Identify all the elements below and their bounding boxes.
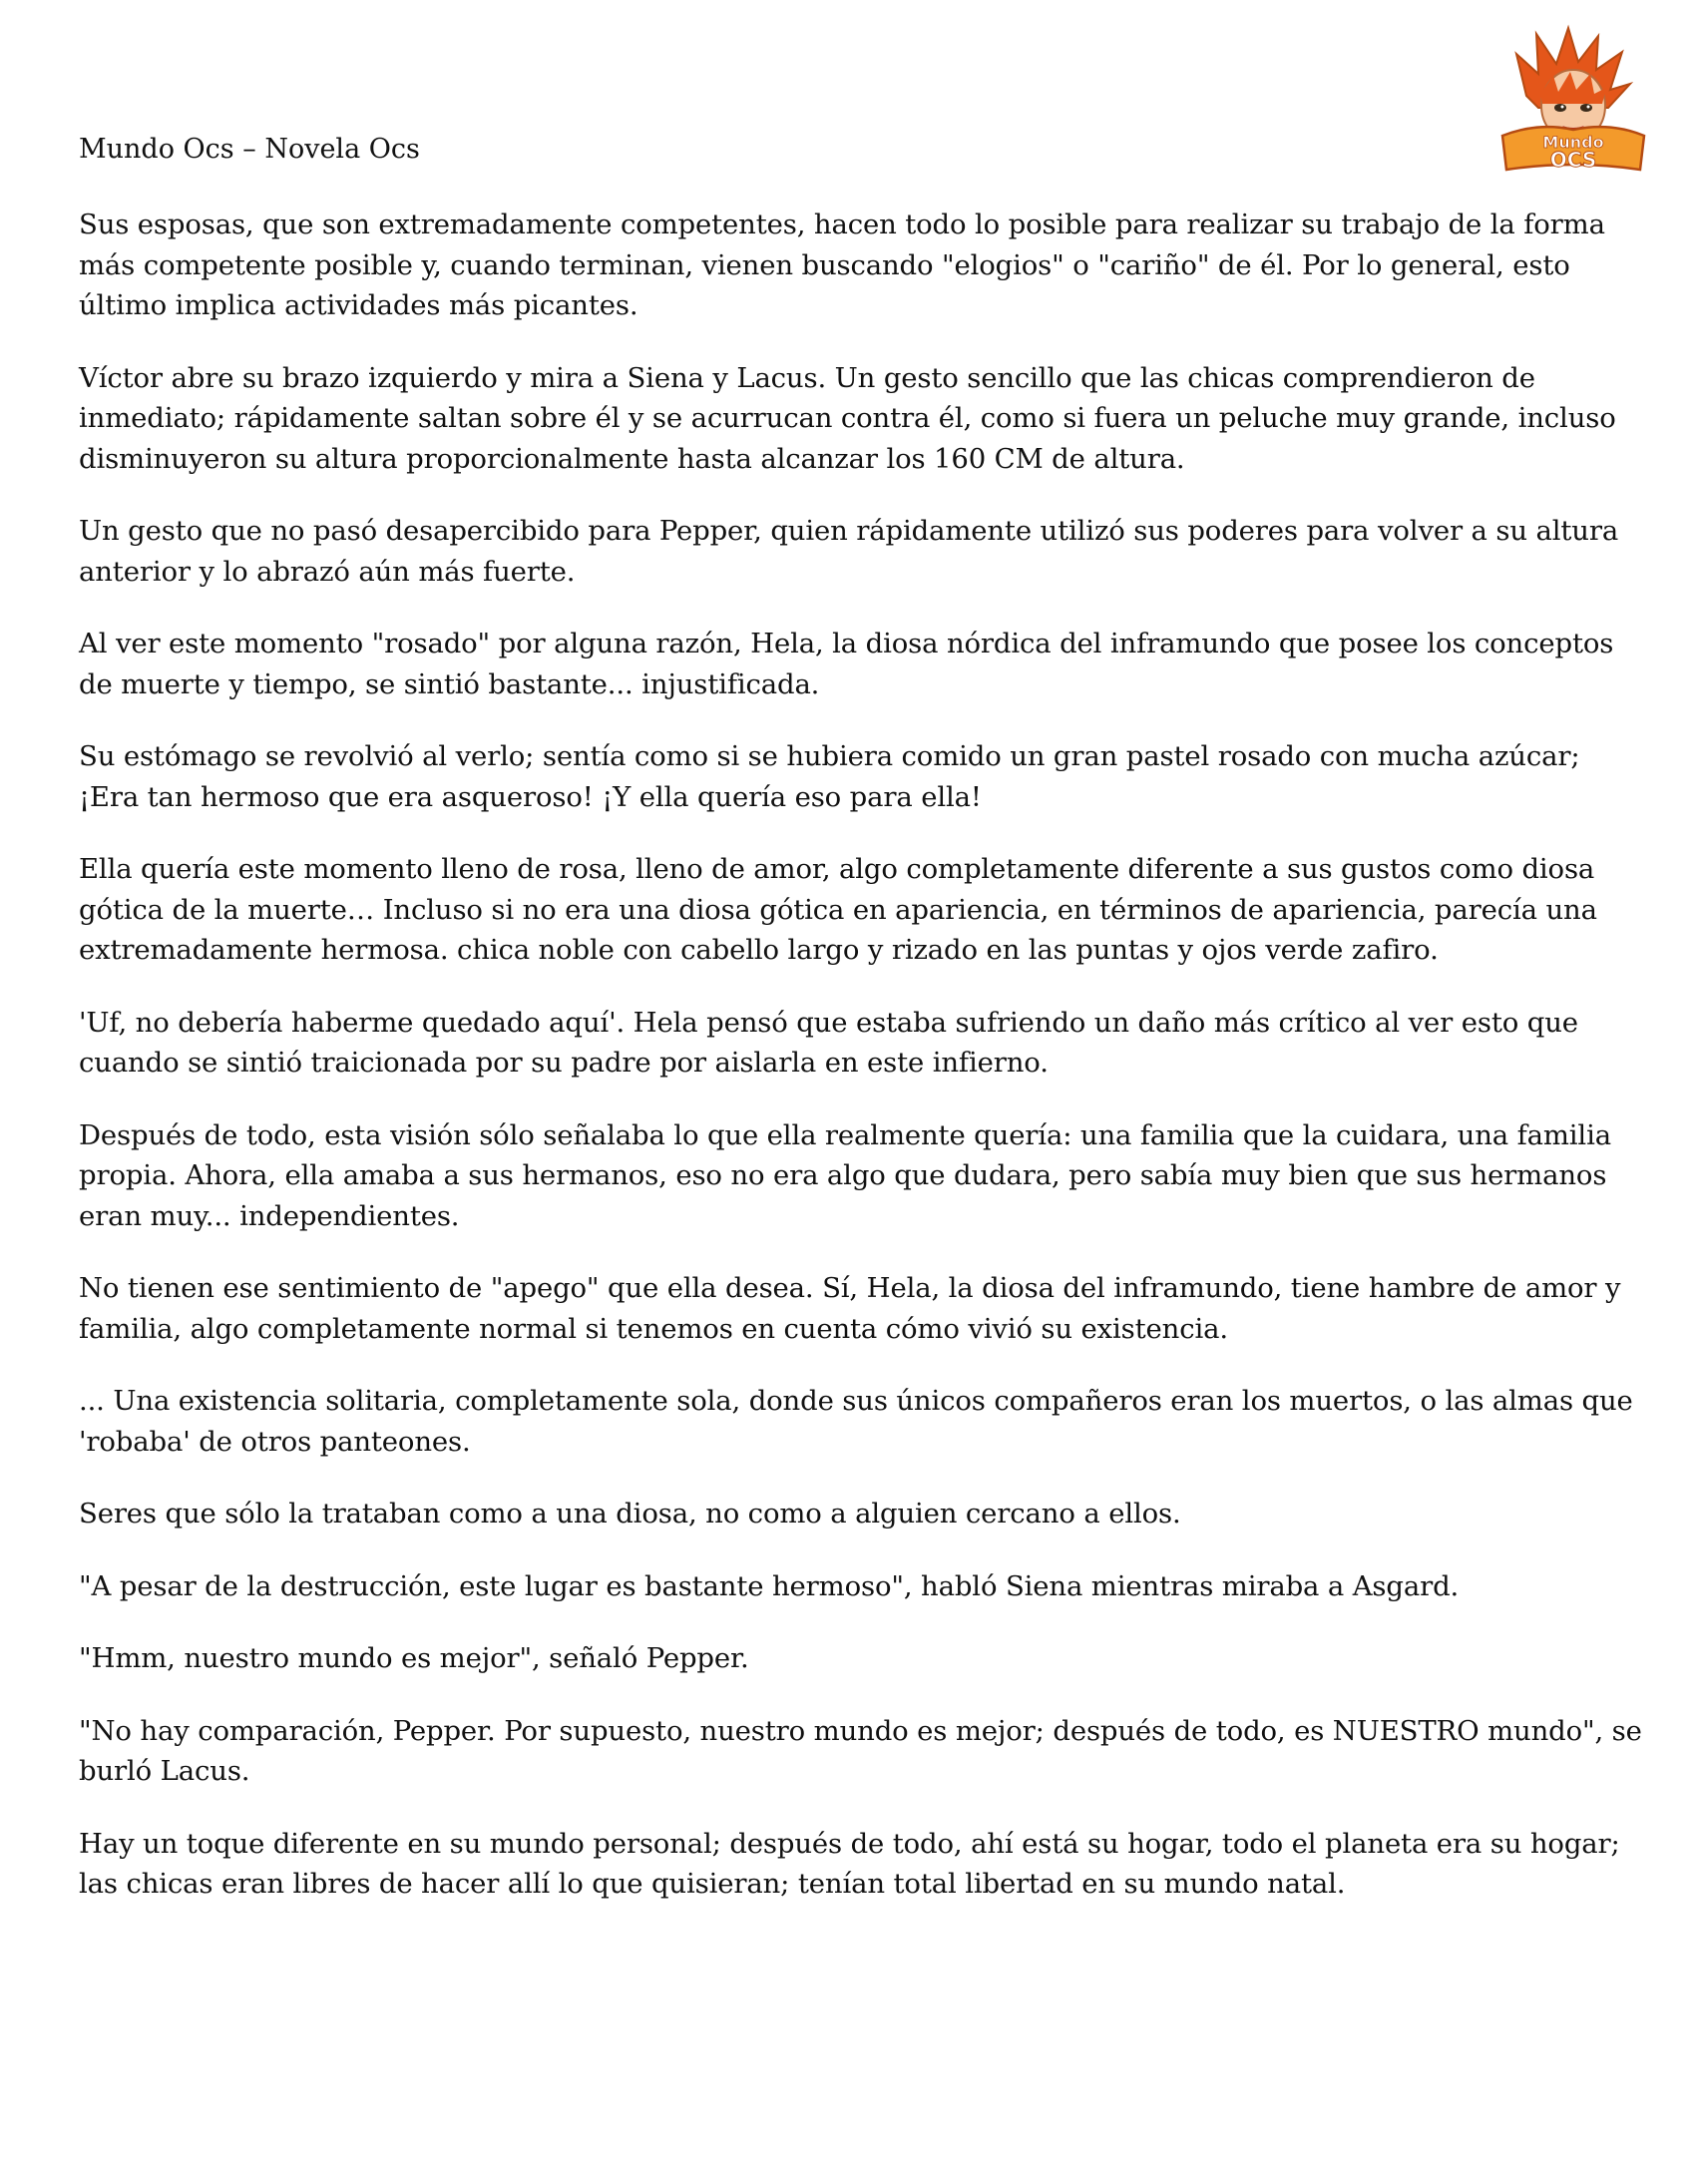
document-body — [79, 205, 1645, 1937]
paragraph: Al ver este momento "rosado" por alguna razón, Hela, la diosa nórdica del inframundo que posee los conceptos de muerte y tiempo, se sintió bastante... injustificada. — [79, 628, 1614, 700]
paragraph: Sus esposas, que son extremadamente competentes, hacen todo lo posible para realizar su trabajo de la forma más competente posible y, cuando terminan, vienen buscando "elogios" o "cariño" de él. Por lo general, esto último implica actividades más picantes. — [79, 209, 1605, 321]
paragraph: Su estómago se revolvió al verlo; sentía como si se hubiera comido un gran pastel rosado con mucha azúcar; ¡Era tan hermoso que era asqueroso! ¡Y ella quería eso para ella! — [79, 740, 1580, 813]
paragraph: 'Uf, no debería haberme quedado aquí'. Hela pensó que estaba sufriendo un daño más crítico al ver esto que cuando se sintió traicionada por su padre por aislarla en este infierno. — [79, 1006, 1578, 1079]
svg-text:OCS: OCS — [1549, 148, 1597, 172]
paragraph: Después de todo, esta visión sólo señalaba lo que ella realmente quería: una familia que la cuidara, una familia propia. Ahora, ella amaba a sus hermanos, eso no era algo que dudara, pero sabía muy bien que sus hermanos eran muy... independientes. — [79, 1118, 1611, 1232]
paragraph: No tienen ese sentimiento de "apego" que ella desea. Sí, Hela, la diosa del inframundo, tiene hambre de amor y familia, algo completamente normal si tenemos en cuenta cómo vivió su existencia. — [79, 1272, 1621, 1345]
logo-graphic — [1498, 24, 1648, 174]
page-header: Mundo Ocs – Novela Ocs — [79, 134, 420, 165]
paragraph: "No hay comparación, Pepper. Por supuesto, nuestro mundo es mejor; después de todo, es NUESTRO mundo", se burló Lacus. — [79, 1714, 1642, 1787]
svg-text:Mundo: Mundo — [1542, 133, 1604, 152]
paragraph: ... Una existencia solitaria, completamente sola, donde sus únicos compañeros eran los muertos, o las almas que 'robaba' de otros panteones. — [79, 1385, 1633, 1458]
paragraph: "Hmm, nuestro mundo es mejor", señaló Pepper. — [79, 1642, 749, 1674]
mundo-ocs-logo-icon — [1498, 24, 1648, 174]
paragraph: Ella quería este momento lleno de rosa, lleno de amor, algo completamente diferente a sus gustos como diosa gótica de la muerte… Incluso si no era una diosa gótica en apariencia, en términos de apariencia, parecía una extremadamente hermosa. chica noble con cabello largo y rizado en las puntas y ojos verde zafiro. — [79, 853, 1597, 966]
paragraph: Víctor abre su brazo izquierdo y mira a Siena y Lacus. Un gesto sencillo que las chicas comprendieron de inmediato; rápidamente saltan sobre él y se acurrucan contra él, como si fuera un peluche muy grande, incluso disminuyeron su altura proporcionalmente hasta alcanzar los 160 CM de altura. — [79, 361, 1616, 475]
paragraph: "A pesar de la destrucción, este lugar es bastante hermoso", habló Siena mientras miraba a Asgard. — [79, 1569, 1460, 1602]
paragraph: Seres que sólo la trataban como a una diosa, no como a alguien cercano a ellos. — [79, 1498, 1181, 1529]
paragraph: Hay un toque diferente en su mundo personal; después de todo, ahí está su hogar, todo el planeta era su hogar; las chicas eran libres de hacer allí lo que quisieran; tenían total libertad en su mundo natal. — [79, 1827, 1620, 1900]
paragraph: Un gesto que no pasó desapercibido para Pepper, quien rápidamente utilizó sus poderes para volver a su altura anterior y lo abrazó aún más fuerte. — [79, 515, 1619, 588]
